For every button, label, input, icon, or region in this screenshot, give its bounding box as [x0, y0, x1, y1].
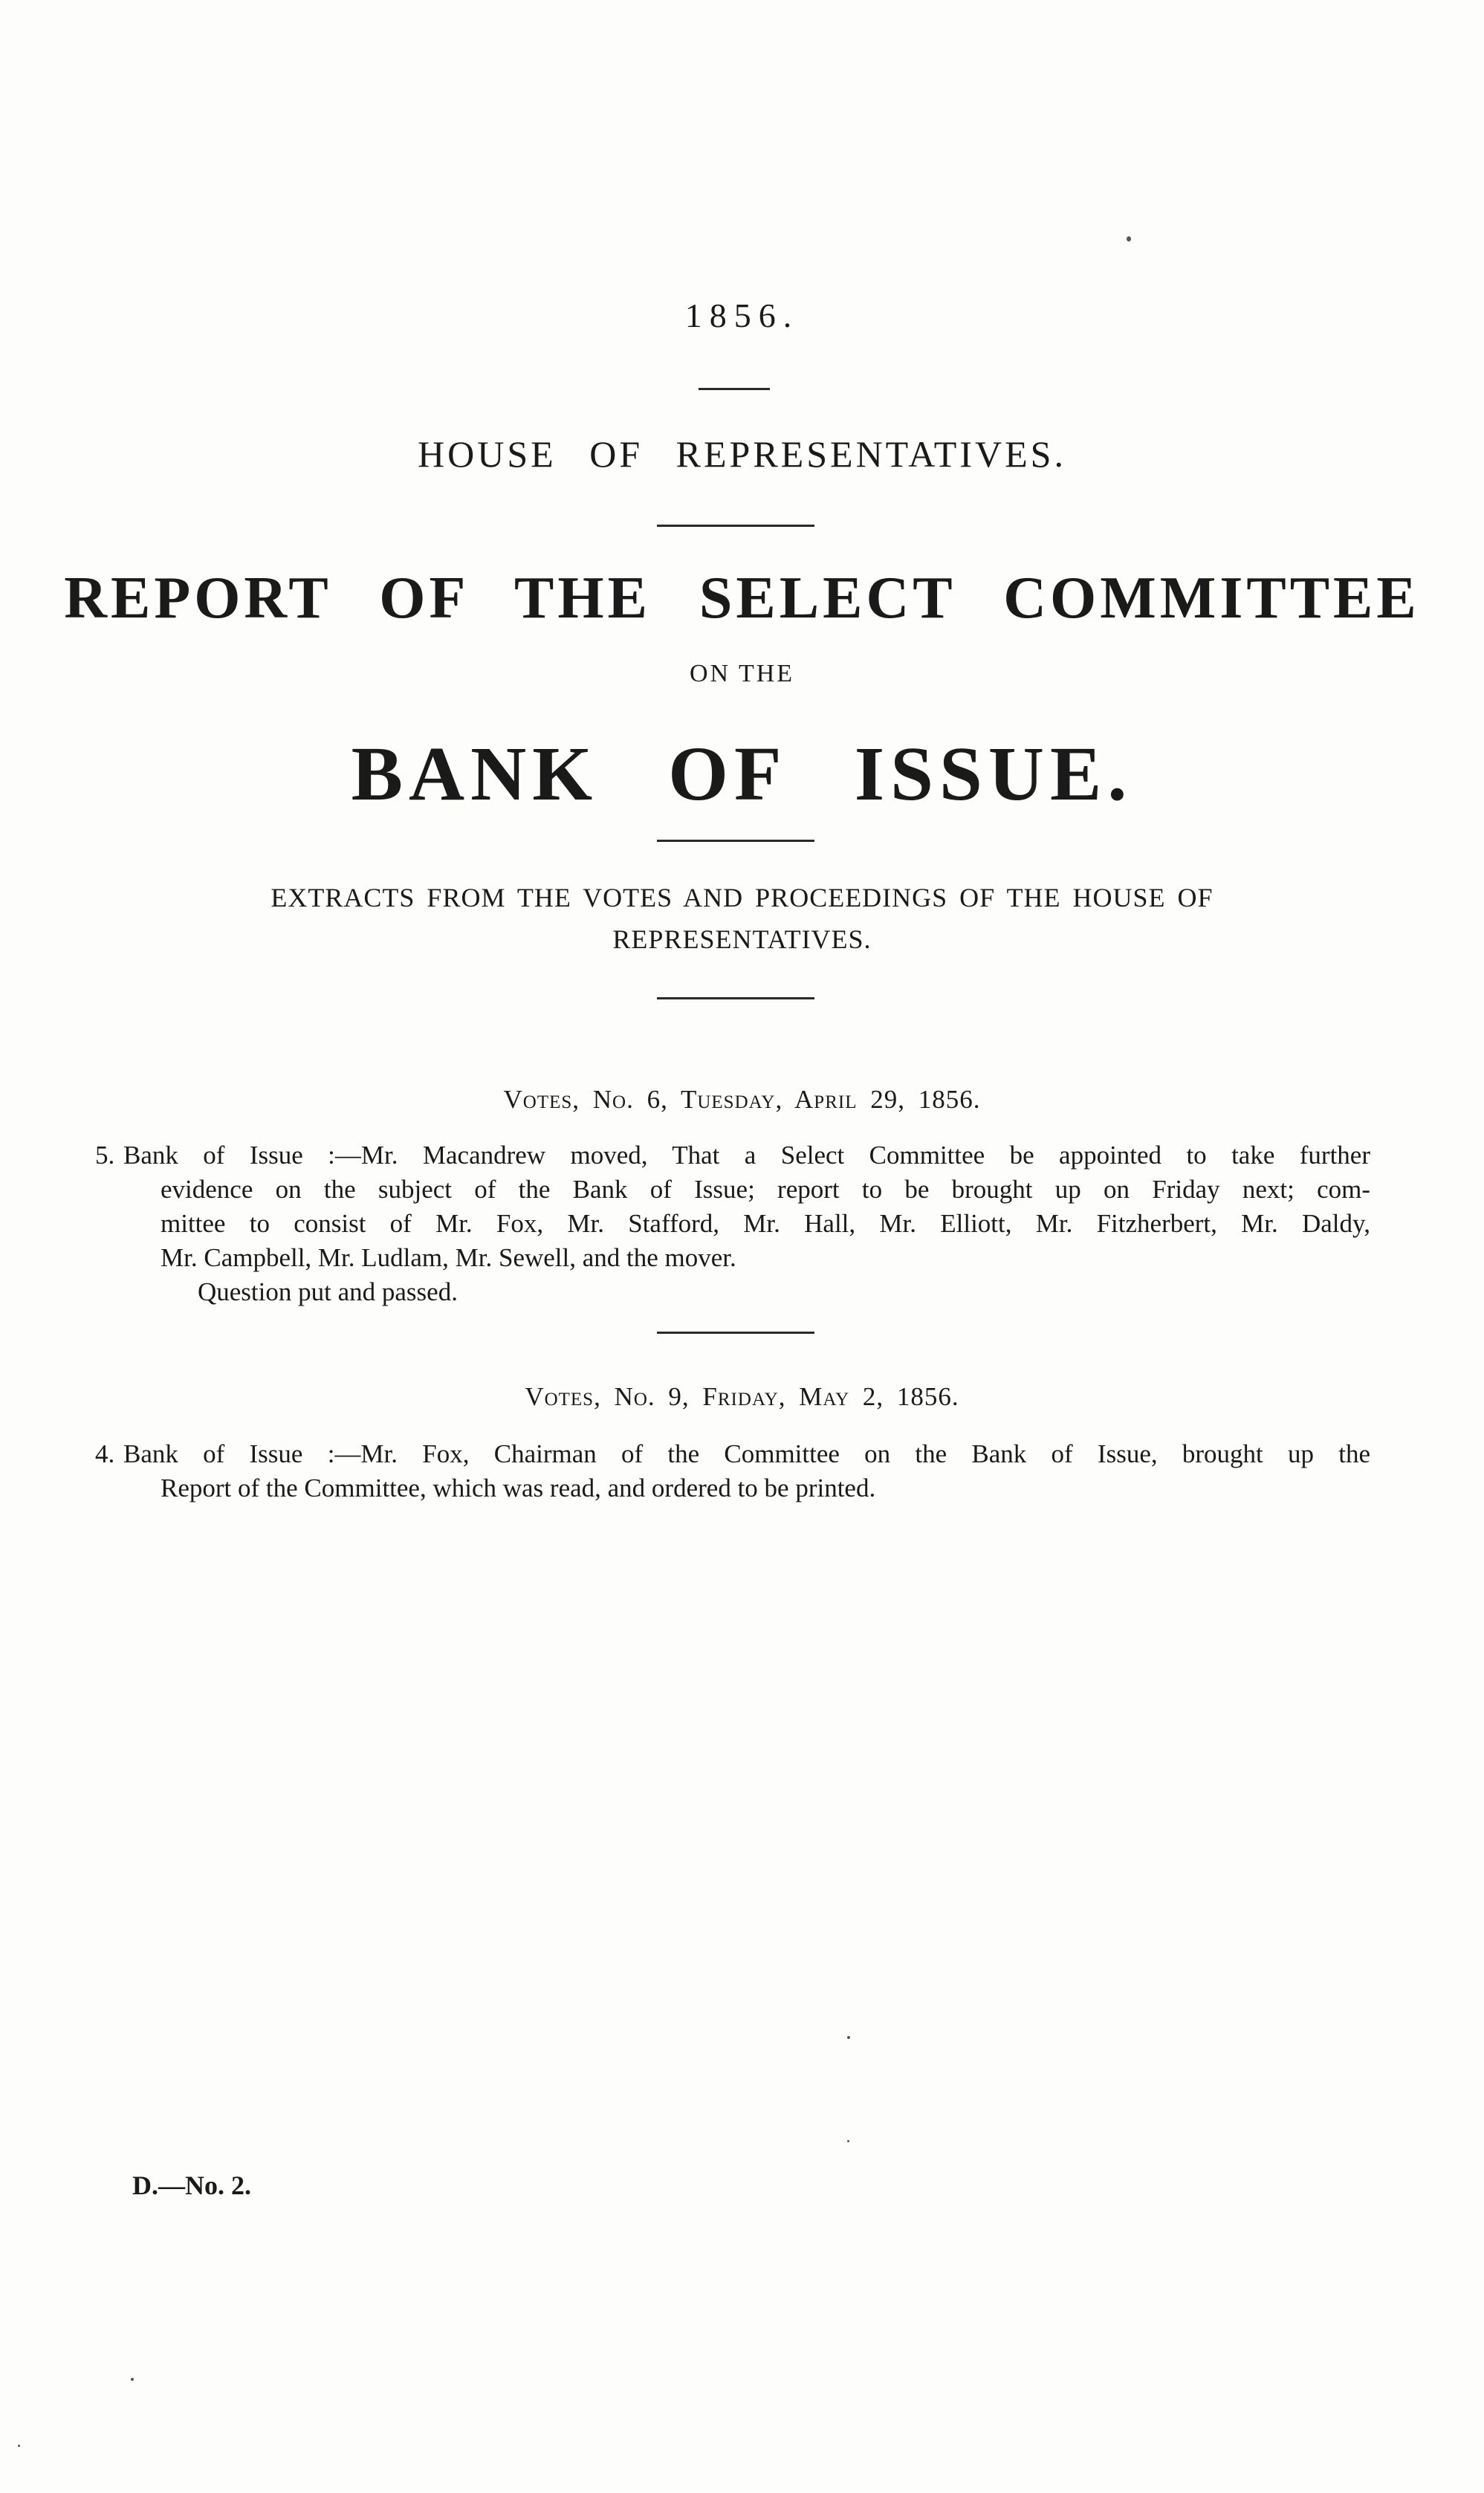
- votes-heading-2: [0, 1382, 1484, 1412]
- extracts-heading: [0, 877, 1484, 960]
- entry-line: Question put and passed.: [198, 1277, 458, 1306]
- bank-of-issue-title: BANK OF ISSUE.: [351, 731, 1133, 817]
- entry-line: Bank of Issue :—Mr. Fox, Chairman of the Committee on the Bank of Issue, brought up the: [123, 1439, 1370, 1468]
- extracts-line-2: REPRESENTATIVES.: [612, 924, 872, 954]
- document-reference: D.—No. 2.: [132, 2171, 251, 2200]
- divider-rule: [657, 840, 814, 842]
- entry-number: 4.: [95, 1439, 115, 1468]
- votes-heading-1: [0, 1085, 1484, 1115]
- entry-line: Mr. Campbell, Mr. Ludlam, Mr. Sewell, and the mover.: [161, 1243, 736, 1272]
- report-title: REPORT OF THE SELECT COMMITTEE: [64, 565, 1420, 631]
- scan-speck: [847, 2036, 850, 2039]
- divider-rule: [657, 525, 814, 527]
- scan-speck: [18, 2445, 20, 2447]
- extracts-line-1: EXTRACTS FROM THE VOTES AND PROCEEDINGS OF THE HOUSE OF: [270, 883, 1214, 912]
- scan-speck: [847, 2140, 849, 2142]
- entry-line: mittee to consist of Mr. Fox, Mr. Stafford, Mr. Hall, Mr. Elliott, Mr. Fitzherbert, Mr. Daldy,: [161, 1209, 1370, 1238]
- divider-rule-short: [699, 388, 770, 390]
- scan-speck: [131, 2378, 134, 2381]
- divider-rule: [657, 1332, 814, 1334]
- votes-heading-text: Votes, No. 9, Friday, May 2, 1856.: [525, 1382, 959, 1411]
- votes-entry-2: [95, 1437, 1370, 1505]
- scan-speck: [1127, 236, 1131, 241]
- document-year: 1856.: [684, 296, 800, 334]
- votes-entry-1: [95, 1138, 1370, 1309]
- entry-line: evidence on the subject of the Bank of Issue; report to be brought up on Friday next; com-: [161, 1175, 1370, 1204]
- entry-line: Report of the Committee, which was read, and ordered to be printed.: [161, 1474, 876, 1502]
- entry-number: 5.: [95, 1141, 115, 1170]
- house-heading: HOUSE OF REPRESENTATIVES.: [418, 433, 1066, 475]
- votes-heading-text: Votes, No. 6, Tuesday, April 29, 1856.: [503, 1085, 981, 1114]
- on-the-connector: ON THE: [689, 660, 795, 687]
- divider-rule: [657, 997, 814, 999]
- entry-line: Bank of Issue :—Mr. Macandrew moved, That a Select Committee be appointed to take further: [123, 1141, 1370, 1170]
